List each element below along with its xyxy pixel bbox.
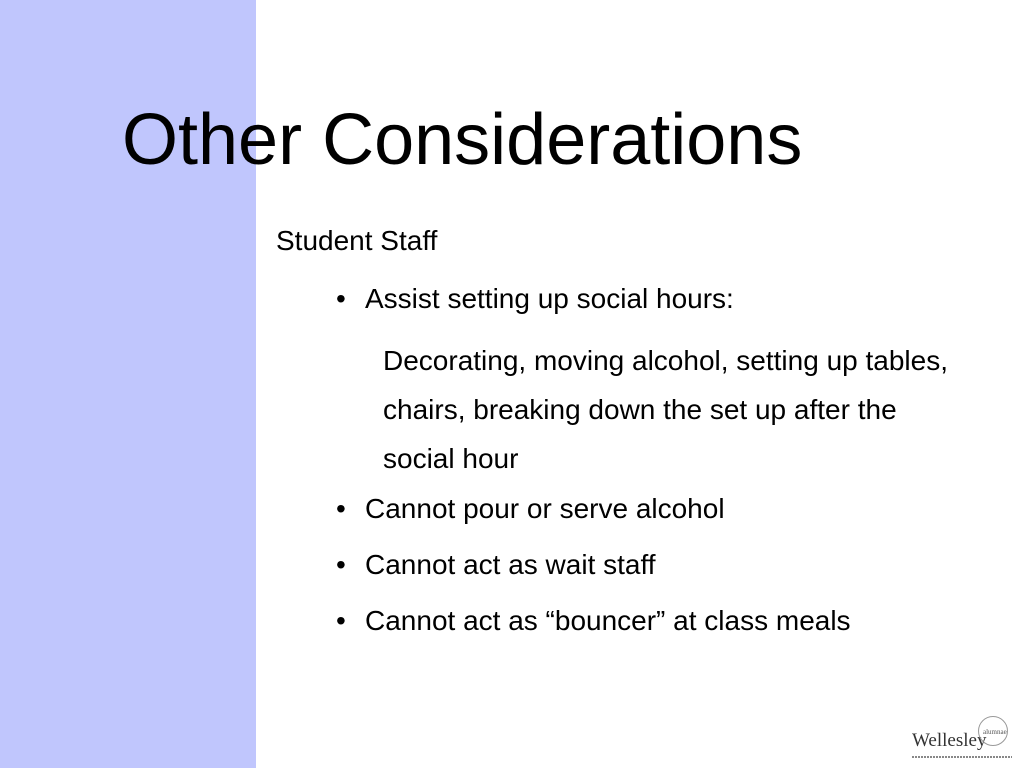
bullet-text: Cannot act as wait staff: [365, 549, 656, 580]
bullet-subtext: Decorating, moving alcohol, setting up tables, chairs, breaking down the set up after the social hour: [383, 345, 948, 474]
bullet-icon: •: [336, 549, 346, 580]
bullet-text: Cannot pour or serve alcohol: [365, 493, 725, 524]
bullet-icon: •: [336, 605, 346, 636]
bullet-item: [336, 282, 734, 316]
wellesley-logo: [910, 716, 1014, 762]
bullet-icon: •: [336, 283, 346, 314]
bullet-text: Assist setting up social hours:: [365, 283, 734, 314]
logo-wordmark: Wellesley: [912, 730, 987, 751]
bullet-icon: •: [336, 493, 346, 524]
bullet-text: Cannot act as “bouncer” at class meals: [365, 605, 851, 636]
bullet-item: [336, 604, 851, 638]
logo-tagline: [912, 756, 1012, 758]
logo-subtext: alumnae: [983, 728, 1007, 736]
section-heading: Student Staff: [276, 225, 438, 256]
bullet-item: [336, 492, 725, 526]
slide-title: Other Considerations: [122, 100, 803, 180]
bullet-item: [336, 548, 656, 582]
